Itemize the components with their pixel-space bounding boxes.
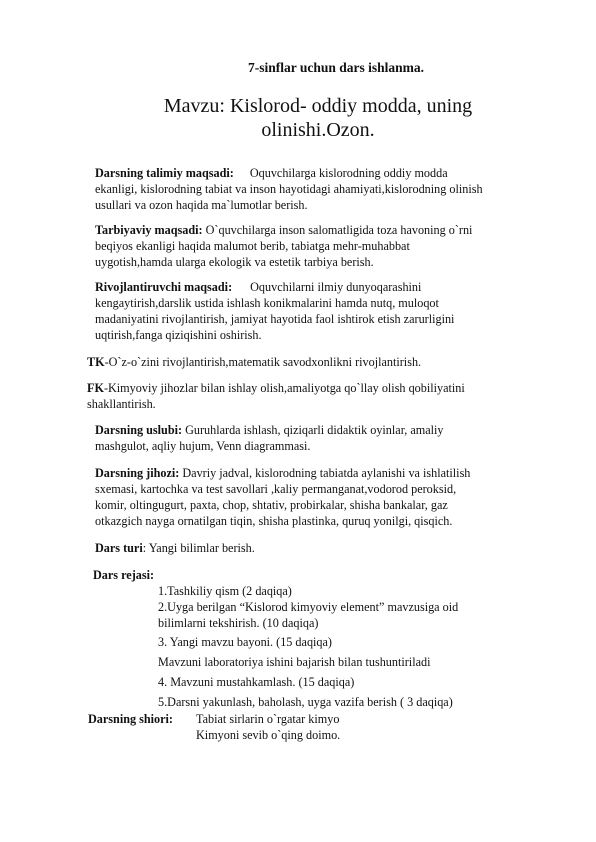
uslubi-text: Guruhlarda ishlash, qiziqarli didaktik oyinlar, amaliy — [182, 423, 444, 437]
rivojlantiruvchi-goal-text: kengaytirish,darslik ustida ishlash konikmalarini hamda nutq, muloqot — [95, 296, 439, 310]
uslubi-text: mashgulot, aqliy hujum, Venn diagrammasi. — [95, 439, 311, 453]
fk-label: FK — [87, 381, 104, 395]
tarbiyaviy-goal-label: Tarbiyaviy maqsadi: — [95, 223, 203, 237]
tarbiyaviy-goal-text: beqiyos ekanligi haqida malumot berib, tabiatga mehr-muhabbat — [95, 239, 410, 253]
rivojlantiruvchi-goal-text: uqtirish,fanga qiziqishini oshirish. — [95, 328, 262, 342]
talimiy-goal-label: Darsning talimiy maqsadi: — [95, 166, 234, 180]
turi-text: : Yangi bilimlar berish. — [142, 541, 255, 555]
fk-text: -Kimyoviy jihozlar bilan ishlay olish,amaliyotga qo`llay olish qobiliyatini — [103, 381, 465, 395]
shiori-line: Tabiat sirlarin o`rgatar kimyo — [196, 712, 340, 726]
rivojlantiruvchi-goal-text: Oquvchilarni ilmiy dunyoqarashini — [250, 280, 422, 294]
plan-item: 3. Yangi mavzu bayoni. (15 daqiqa) — [158, 635, 332, 649]
talimiy-goal-line — [95, 166, 448, 181]
tk-line — [87, 355, 421, 370]
turi-line — [95, 541, 255, 556]
shiori-label: Darsning shiori: — [88, 712, 173, 726]
shiori-line: Kimyoni sevib o`qing doimo. — [196, 728, 341, 742]
plan-item: 4. Mavzuni mustahkamlash. (15 daqiqa) — [158, 675, 355, 689]
jihozi-text: Davriy jadval, kislorodning tabiatda aylanishi va ishlatilish — [179, 466, 471, 480]
tarbiyaviy-goal-text: O`quvchilarga inson salomatligida toza havoning o`rni — [202, 223, 473, 237]
jihozi-text: otkazgich nayga ornatilgan tiqin, shisha plastinka, quruq yonilgi, qisqich. — [95, 514, 453, 528]
page-title: 7-sinflar uchun dars ishlanma. — [247, 60, 425, 75]
rivojlantiruvchi-goal-text: madaniyatini rivojlantirish, jamiyat hayotida faol ishtirok etish zarurligini — [95, 312, 455, 326]
tk-text: -O`z-o`zini rivojlantirish,matematik savodxonlikni rivojlantirish. — [104, 355, 422, 369]
talimiy-goal-text: ekanligi, kislorodning tabiat va inson hayotidagi ahamiyati,kislorodning olinish — [95, 182, 483, 196]
tk-label: TK — [87, 355, 105, 369]
fk-text: shakllantirish. — [87, 397, 156, 411]
plan-item: 2.Uyga berilgan “Kislorod kimyoviy element” mavzusiga oid — [158, 600, 459, 614]
jihozi-label: Darsning jihozi: — [95, 466, 180, 480]
jihozi-line — [95, 466, 470, 481]
talimiy-goal-text: Oquvchilarga kislorodning oddiy modda — [249, 166, 448, 180]
plan-item: 5.Darsni yakunlash, baholash, uyga vazifa berish ( 3 daqiqa) — [158, 695, 453, 709]
plan-item: 1.Tashkiliy qism (2 daqiqa) — [158, 584, 292, 598]
plan-item: bilimlarni tekshirish. (10 daqiqa) — [158, 616, 319, 630]
rivojlantiruvchi-goal-line — [95, 280, 421, 295]
plan-item: Mavzuni laboratoriya ishini bajarish bilan tushuntiriladi — [158, 655, 431, 669]
jihozi-text: komir, oltingugurt, paxta, chop, shtativ, probirkalar, shisha bankalar, gaz — [95, 498, 448, 512]
uslubi-line — [95, 423, 444, 438]
topic-heading-line-2: olinishi.Ozon. — [261, 119, 375, 141]
tarbiyaviy-goal-text: uygotish,hamda ularga ekologik va estetik tarbiya berish. — [95, 255, 374, 269]
rejasi-label: Dars rejasi: — [93, 568, 155, 582]
talimiy-goal-text: usullari va ozon haqida ma`lumotlar berish. — [95, 198, 308, 212]
rivojlantiruvchi-goal-label: Rivojlantiruvchi maqsadi: — [95, 280, 233, 294]
turi-label: Dars turi — [95, 541, 143, 555]
tarbiyaviy-goal-line — [95, 223, 472, 238]
fk-line — [87, 381, 465, 396]
uslubi-label: Darsning uslubi: — [95, 423, 183, 437]
jihozi-text: sxemasi, kartochka va test savollari ,kaliy permanganat,vodorod peroksid, — [95, 482, 457, 496]
topic-heading-line-1: Mavzu: Kislorod- oddiy modda, uning — [163, 95, 473, 117]
